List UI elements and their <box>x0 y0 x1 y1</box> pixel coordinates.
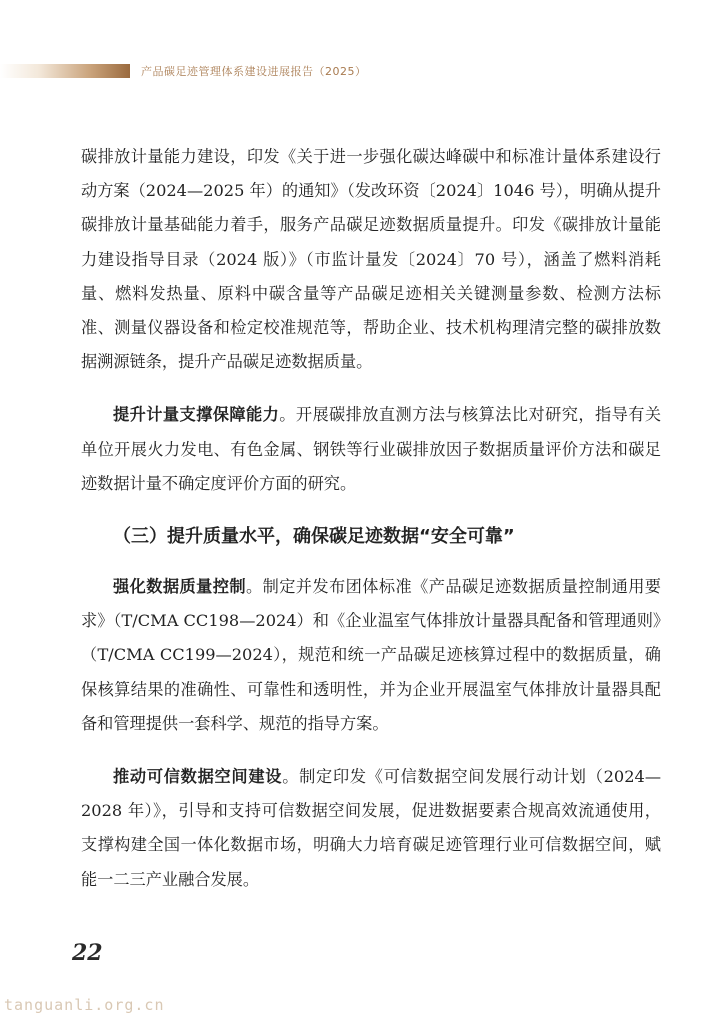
paragraph-lead-data-quality-control: 强化数据质量控制 <box>113 577 246 597</box>
page-number: 22 <box>72 940 103 966</box>
section-heading: （三）提升质量水平，确保碳足迹数据“安全可靠” <box>113 526 515 548</box>
paragraph-text-data-quality-control: 。制定并发布团体标准《产品碳足迹数据质量控制通用要求》（T/CMA CC198—2024）和《企业温室气体排放计量器具配备和管理通则》（T/CMA CC199—2024），规范和统一产品碳足迹核算过程中的数据质量，确保核算结果的准确性、可靠性和透明性，并为企业开展温室气体排放计量器具配备和管理提供一套科学、规范的指导方案。 <box>81 577 661 733</box>
paragraph-lead-trusted-data-space: 推动可信数据空间建设 <box>113 767 283 787</box>
site-watermark: tanguanli.org.cn <box>4 996 165 1014</box>
running-header-title: 产品碳足迹管理体系建设进展报告（2025） <box>141 65 367 78</box>
paragraph-trusted-data-space <box>81 760 661 897</box>
paragraph-metering-support <box>81 398 661 501</box>
paragraph-data-quality-control <box>81 570 661 741</box>
paragraph-lead-metering-support: 提升计量支撑保障能力 <box>113 405 280 425</box>
header-decoration-bar <box>0 64 130 78</box>
paragraph-text-trusted-data-space: 。制定印发《可信数据空间发展行动计划（2024—2028 年）》，引导和支持可信数据空间发展，促进数据要素合规高效流通使用，支撑构建全国一体化数据市场，明确大力培育碳足迹管理行业可信数据空间，赋能一二三产业融合发展。 <box>81 767 662 889</box>
paragraph-carbon-metering: 碳排放计量能力建设，印发《关于进一步强化碳达峰碳中和标准计量体系建设行动方案（2024—2025 年）的通知》（发改环资〔2024〕1046 号），明确从提升碳排放计量基础能力着手，服务产品碳足迹数据质量提升。印发《碳排放计量能力建设指导目录（2024 版）》（市监计量发〔2024〕70 号），涵盖了燃料消耗量、燃料发热量、原料中碳含量等产品碳足迹相关关键测量参数、检测方法标准、测量仪器设备和检定校准规范等，帮助企业、技术机构理清完整的碳排放数据溯源链条，提升产品碳足迹数据质量。 <box>81 147 661 372</box>
page-body <box>81 140 661 916</box>
paragraph-text-metering-support: 。开展碳排放直测方法与核算法比对研究，指导有关单位开展火力发电、有色金属、钢铁等行业碳排放因子数据质量评价方法和碳足迹数据计量不确定度评价方面的研究。 <box>81 405 662 493</box>
